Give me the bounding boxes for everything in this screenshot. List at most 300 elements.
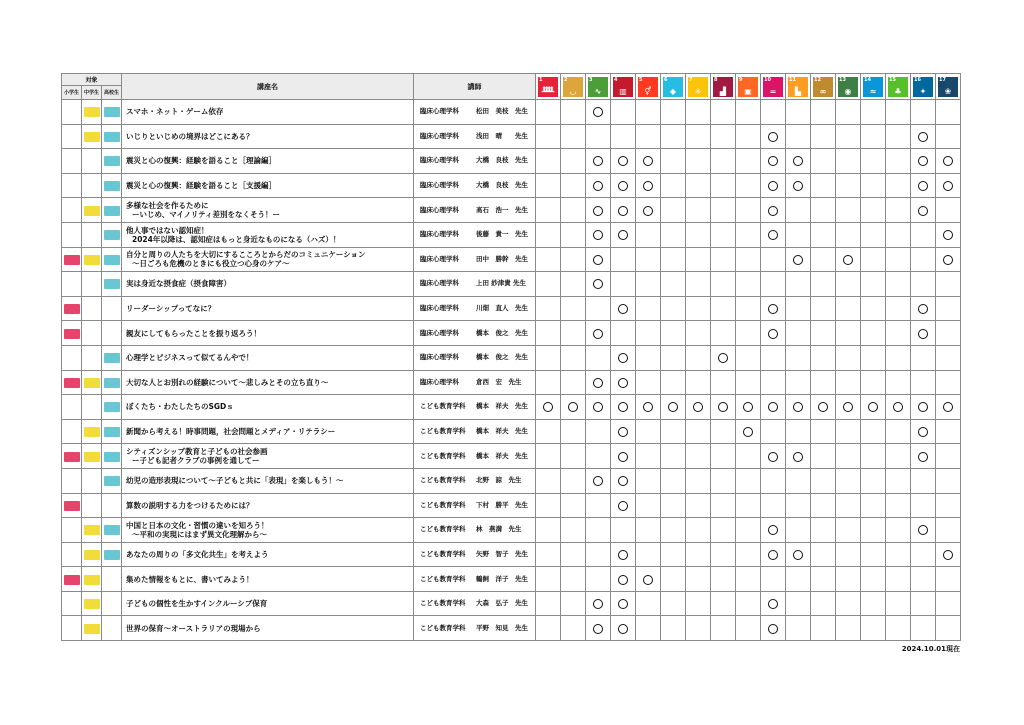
teacher-name: 下村 勝平 先生	[476, 500, 528, 509]
sdg-cell	[911, 542, 936, 567]
sdg-cell	[911, 591, 936, 616]
sdg-cell	[936, 124, 961, 149]
department-label: 臨床心理学科	[420, 181, 459, 190]
high-school-flag-icon	[104, 132, 120, 142]
teacher-cell	[414, 567, 536, 592]
sdg-cell	[886, 296, 911, 321]
target-cell	[102, 124, 122, 149]
sdg-cell	[761, 370, 786, 395]
target-cell	[102, 444, 122, 469]
sdg-cell	[786, 370, 811, 395]
junior-high-flag-icon	[84, 427, 100, 437]
circle-mark-icon	[618, 624, 628, 634]
sdg-cell	[711, 345, 736, 370]
course-name-line: 子どもの個性を生かすインクルーシブ保育	[126, 599, 268, 609]
target-cell	[82, 493, 102, 518]
sdg-cell	[561, 149, 586, 174]
book-icon: ▥	[619, 86, 627, 96]
sdg-cell	[586, 124, 611, 149]
sdg-cell	[936, 591, 961, 616]
sdg-cell	[836, 124, 861, 149]
sdg-cell	[736, 370, 761, 395]
sdg-cell	[886, 468, 911, 493]
sdg-cell	[811, 567, 836, 592]
sdg-cell	[611, 567, 636, 592]
elementary-flag-icon	[64, 304, 80, 314]
course-name	[122, 518, 414, 543]
target-cell	[62, 272, 82, 297]
sdg-cell	[836, 198, 861, 223]
sdg-cell	[936, 198, 961, 223]
sdg-cell	[711, 616, 736, 641]
sdg-cell	[911, 124, 936, 149]
circle-mark-icon	[618, 501, 628, 511]
sun-icon: ☀	[694, 86, 702, 96]
sdg-cell	[836, 247, 861, 272]
target-cell	[102, 222, 122, 247]
course-name	[122, 149, 414, 174]
high-school-flag-icon	[104, 353, 120, 363]
sdg-cell	[586, 100, 611, 125]
teacher-cell	[414, 272, 536, 297]
sdg-cell	[686, 542, 711, 567]
high-school-flag-icon	[104, 476, 120, 486]
sdg-cell	[736, 493, 761, 518]
sdg-goal-4-tile: 4 ▥	[613, 77, 633, 97]
circle-mark-icon	[768, 132, 778, 142]
sdg-cell	[561, 296, 586, 321]
target-cell	[82, 616, 102, 641]
target-cell	[82, 100, 102, 125]
junior-high-flag-icon	[84, 550, 100, 560]
circle-mark-icon	[918, 402, 928, 412]
sdg-cell	[836, 567, 861, 592]
sdg-cell	[536, 493, 561, 518]
sdg-cell	[611, 100, 636, 125]
sdg-cell	[611, 149, 636, 174]
sdg-cell	[686, 296, 711, 321]
sdg-header-3	[586, 74, 611, 100]
teacher-name: 橋本 俊之 先生	[476, 328, 528, 337]
circle-mark-icon	[593, 476, 603, 486]
sdg-cell	[836, 395, 861, 420]
sdg-cell	[736, 345, 761, 370]
target-cell	[62, 222, 82, 247]
sdg-cell	[936, 493, 961, 518]
sdg-cell	[911, 321, 936, 346]
sdg-cell	[786, 296, 811, 321]
target-cell	[102, 493, 122, 518]
sdg-cell	[686, 222, 711, 247]
sdg-cell	[686, 345, 711, 370]
department-label: 臨床心理学科	[420, 328, 459, 337]
target-cell	[102, 149, 122, 174]
junior-high-flag-icon	[84, 575, 100, 585]
department-label: こども教育学科	[420, 500, 466, 509]
teacher-cell	[414, 321, 536, 346]
course-name	[122, 100, 414, 125]
sdg-cell	[536, 468, 561, 493]
circle-mark-icon	[618, 427, 628, 437]
sdg-cell	[761, 518, 786, 543]
sdg-cell	[761, 468, 786, 493]
teacher-cell	[414, 395, 536, 420]
sdg-cell	[786, 149, 811, 174]
sdg-cell	[786, 419, 811, 444]
sdg-cell	[711, 247, 736, 272]
circle-mark-icon	[643, 575, 653, 585]
department-label: こども教育学科	[420, 599, 466, 608]
sdg-cell	[786, 173, 811, 198]
sdg-cell	[786, 444, 811, 469]
circle-mark-icon	[793, 402, 803, 412]
sdg-cell	[761, 173, 786, 198]
sdg-cell	[861, 616, 886, 641]
sdg-cell	[811, 124, 836, 149]
sdg-cell	[711, 444, 736, 469]
sdg-cell	[761, 345, 786, 370]
sdg-cell	[561, 321, 586, 346]
sdg-goal-10-tile: 10 =	[763, 77, 783, 97]
table-row	[62, 542, 961, 567]
department-label: こども教育学科	[420, 549, 466, 558]
sdg-cell	[886, 395, 911, 420]
department-label: 臨床心理学科	[420, 131, 459, 140]
sdg-cell	[561, 100, 586, 125]
table-row	[62, 100, 961, 125]
sdg-cell	[711, 591, 736, 616]
sdg-cell	[761, 198, 786, 223]
sdg-cell	[711, 173, 736, 198]
sdg-cell	[811, 100, 836, 125]
sdg-cell	[861, 321, 886, 346]
sdg-cell	[561, 493, 586, 518]
course-name	[122, 173, 414, 198]
elementary-flag-icon	[64, 329, 80, 339]
sdg-cell	[736, 444, 761, 469]
sdg-cell	[811, 370, 836, 395]
sdg-cell	[561, 247, 586, 272]
sdg-cell	[561, 370, 586, 395]
junior-high-flag-icon	[84, 206, 100, 216]
sdg-cell	[636, 370, 661, 395]
circle-mark-icon	[593, 599, 603, 609]
target-cell	[102, 567, 122, 592]
sdg-cell	[611, 419, 636, 444]
course-name	[122, 198, 414, 223]
target-cell	[102, 272, 122, 297]
teacher-name: 田中 勝幹 先生	[476, 254, 528, 263]
sdg-cell	[811, 198, 836, 223]
sdg-cell	[636, 345, 661, 370]
department-label: こども教育学科	[420, 623, 466, 632]
sdg-cell	[736, 321, 761, 346]
sdg-cell	[886, 173, 911, 198]
sdg-cell	[711, 272, 736, 297]
sdg-cell	[936, 222, 961, 247]
circle-mark-icon	[918, 132, 928, 142]
sdg-cell	[861, 395, 886, 420]
circle-mark-icon	[593, 402, 603, 412]
sdg-cell	[861, 222, 886, 247]
sdg-header-10	[761, 74, 786, 100]
sdg-cell	[661, 124, 686, 149]
sdg-cell	[686, 444, 711, 469]
sdg-cell	[536, 591, 561, 616]
sdg-cell	[786, 468, 811, 493]
circle-mark-icon	[593, 181, 603, 191]
elementary-flag-icon	[64, 501, 80, 511]
teacher-cell	[414, 444, 536, 469]
course-name-line: ぼくたち・わたしたちのSGDｓ	[126, 402, 234, 412]
junior-high-flag-icon	[84, 624, 100, 634]
sdg-cell	[811, 272, 836, 297]
sdg-goal-8-tile: 8 ▟	[713, 77, 733, 97]
target-cell	[62, 542, 82, 567]
sdg-cell	[911, 149, 936, 174]
sdg-header-7	[686, 74, 711, 100]
sdg-cell	[861, 370, 886, 395]
sdg-cell	[886, 124, 911, 149]
target-cell	[82, 518, 102, 543]
elementary-flag-icon	[64, 378, 80, 388]
sdg-cell	[586, 616, 611, 641]
sdg-header-4	[611, 74, 636, 100]
sdg-cell	[586, 395, 611, 420]
course-name	[122, 296, 414, 321]
department-label: こども教育学科	[420, 427, 466, 436]
sdg-goal-14-tile: 14 ≈	[863, 77, 883, 97]
sdg-cell	[936, 173, 961, 198]
sdg-cell	[761, 247, 786, 272]
course-name-line: ーいじめ、マイノリティ差別をなくそう！ー	[132, 210, 281, 220]
sdg-cell	[886, 493, 911, 518]
sdg-cell	[536, 100, 561, 125]
sdg-cell	[936, 149, 961, 174]
sdg-cell	[861, 591, 886, 616]
sdg-cell	[761, 149, 786, 174]
sdg-header-17	[936, 74, 961, 100]
sdg-cell	[911, 419, 936, 444]
target-cell	[82, 345, 102, 370]
sdg-cell	[536, 542, 561, 567]
teacher-name: 後藤 貴一 先生	[476, 230, 528, 239]
circle-mark-icon	[618, 476, 628, 486]
circle-mark-icon	[868, 402, 878, 412]
sdg-cell	[786, 321, 811, 346]
sdg-cell	[936, 100, 961, 125]
circle-mark-icon	[768, 550, 778, 560]
sdg-cell	[561, 272, 586, 297]
target-cell	[102, 591, 122, 616]
course-name-line: 心理学とビジネスって似てるんやで！	[126, 353, 254, 363]
department-label: こども教育学科	[420, 525, 466, 534]
teacher-cell	[414, 419, 536, 444]
sdg-cell	[911, 296, 936, 321]
target-cell	[62, 198, 82, 223]
sdg-cell	[761, 272, 786, 297]
sdg-cell	[836, 444, 861, 469]
circle-mark-icon	[718, 402, 728, 412]
course-name-line: 中国と日本の文化・習慣の違いを知ろう！	[126, 520, 269, 530]
sdg-header-12	[811, 74, 836, 100]
teacher-name: 浅田 晴 先生	[476, 131, 528, 140]
course-table	[61, 73, 961, 641]
sdg-cell	[711, 149, 736, 174]
sdg-cell	[736, 296, 761, 321]
sdg-cell	[611, 591, 636, 616]
sdg-cell	[811, 493, 836, 518]
circle-mark-icon	[618, 206, 628, 216]
sdg-cell	[686, 518, 711, 543]
sdg-cell	[711, 296, 736, 321]
target-cell	[62, 567, 82, 592]
sdg-cell	[536, 222, 561, 247]
department-label: 臨床心理学科	[420, 107, 459, 116]
sdg-goal-11-tile: 11 ▙	[788, 77, 808, 97]
sdg-cell	[711, 124, 736, 149]
target-cell	[62, 493, 82, 518]
sdg-cell	[786, 395, 811, 420]
sdg-cell	[561, 542, 586, 567]
sdg-cell	[686, 149, 711, 174]
sdg-cell	[761, 616, 786, 641]
circle-mark-icon	[918, 156, 928, 166]
sdg-cell	[586, 321, 611, 346]
sdg-cell	[736, 468, 761, 493]
sdg-cell	[836, 149, 861, 174]
sdg-cell	[686, 419, 711, 444]
sdg-cell	[861, 296, 886, 321]
sdg-cell	[936, 616, 961, 641]
circle-mark-icon	[768, 206, 778, 216]
elementary-flag-icon	[64, 575, 80, 585]
sdg-cell	[736, 419, 761, 444]
target-cell	[62, 395, 82, 420]
gender-icon: ⚥	[644, 86, 652, 96]
sdg-cell	[686, 100, 711, 125]
sdg-header-9	[736, 74, 761, 100]
table-row	[62, 247, 961, 272]
table-row	[62, 173, 961, 198]
course-name-line: リーダーシップってなに？	[126, 304, 216, 314]
dove-icon: ✦	[919, 86, 927, 96]
target-cell	[102, 395, 122, 420]
sdg-cell	[786, 222, 811, 247]
circle-mark-icon	[918, 329, 928, 339]
sdg-cell	[736, 542, 761, 567]
circle-mark-icon	[593, 156, 603, 166]
sdg-cell	[886, 247, 911, 272]
sdg-cell	[861, 493, 886, 518]
sdg-cell	[861, 149, 886, 174]
sdg-cell	[736, 247, 761, 272]
circle-mark-icon	[943, 230, 953, 240]
sdg-cell	[611, 272, 636, 297]
target-cell	[82, 542, 102, 567]
sdg-cell	[786, 616, 811, 641]
sdg-header-1	[536, 74, 561, 100]
sdg-goal-1-tile: 1 ᚙ	[538, 77, 558, 97]
target-cell	[82, 222, 102, 247]
circle-mark-icon	[643, 402, 653, 412]
circle-mark-icon	[593, 230, 603, 240]
sdg-cell	[536, 247, 561, 272]
sdg-cell	[861, 173, 886, 198]
sdg-cell	[736, 222, 761, 247]
course-name	[122, 124, 414, 149]
sdg-header-15	[886, 74, 911, 100]
junior-high-flag-icon	[84, 452, 100, 462]
target-cell	[102, 518, 122, 543]
sdg-cell	[836, 272, 861, 297]
department-label: こども教育学科	[420, 402, 466, 411]
sdg-cell	[661, 321, 686, 346]
teacher-name: 大橋 良枝 先生	[476, 181, 528, 190]
circle-mark-icon	[618, 402, 628, 412]
sdg-header-14	[861, 74, 886, 100]
course-name	[122, 395, 414, 420]
sdg-cell	[561, 395, 586, 420]
sdg-cell	[636, 198, 661, 223]
circle-mark-icon	[793, 181, 803, 191]
sdg-cell	[886, 567, 911, 592]
sdg-cell	[861, 518, 886, 543]
circle-mark-icon	[918, 181, 928, 191]
sdg-cell	[761, 321, 786, 346]
sdg-cell	[861, 272, 886, 297]
circle-mark-icon	[593, 206, 603, 216]
course-name-line: 世界の保育～オーストラリアの現場から	[126, 623, 261, 633]
sdg-cell	[561, 198, 586, 223]
course-rows	[62, 100, 961, 641]
course-name	[122, 616, 414, 641]
sdg-cell	[661, 591, 686, 616]
sdg-cell	[636, 247, 661, 272]
junior-high-flag-icon	[84, 132, 100, 142]
sdg-cell	[811, 173, 836, 198]
sdg-cell	[936, 345, 961, 370]
table-row	[62, 591, 961, 616]
sdg-cell	[911, 444, 936, 469]
course-name	[122, 321, 414, 346]
sdg-cell	[586, 222, 611, 247]
sdg-cell	[911, 345, 936, 370]
sdg-goal-9-tile: 9 ▣	[738, 77, 758, 97]
circle-mark-icon	[768, 599, 778, 609]
sdg-cell	[636, 395, 661, 420]
circle-mark-icon	[668, 402, 678, 412]
sdg-cell	[561, 222, 586, 247]
sdg-cell	[611, 518, 636, 543]
course-name-line: 集めた情報をもとに、書いてみよう！	[126, 574, 254, 584]
sdg-cell	[636, 272, 661, 297]
sdg-cell	[636, 173, 661, 198]
sdg-cell	[911, 567, 936, 592]
sdg-cell	[686, 198, 711, 223]
sdg-cell	[661, 247, 686, 272]
sdg-cell	[936, 419, 961, 444]
sdg-cell	[636, 222, 661, 247]
sdg-cell	[561, 345, 586, 370]
teacher-cell	[414, 296, 536, 321]
course-name-line: 震災と心の復興：経験を語ること［理論編］	[126, 156, 276, 166]
sdg-cell	[886, 345, 911, 370]
sdg-cell	[736, 616, 761, 641]
sdg-cell	[586, 591, 611, 616]
table-row	[62, 272, 961, 297]
sdg-header-2	[561, 74, 586, 100]
